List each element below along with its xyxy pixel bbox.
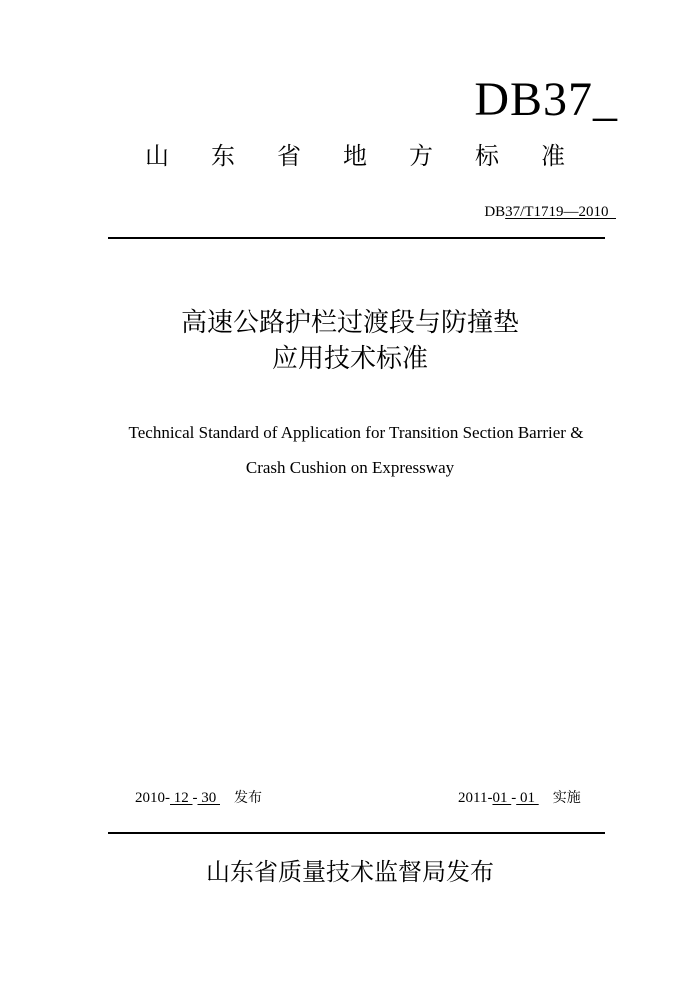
issuing-authority: 山东省质量技术监督局发布 [206, 858, 494, 886]
implement-month: 01 [492, 790, 512, 806]
top-divider [108, 237, 605, 239]
standard-type-char: 标 [475, 142, 499, 170]
standard-type-char: 方 [409, 142, 433, 170]
standard-number [484, 202, 616, 222]
db-code: DB37_ [474, 73, 618, 126]
title-cn-line2: 应用技术标准 [271, 344, 428, 374]
issue-date [135, 788, 262, 808]
issue-day: 30 [197, 790, 220, 806]
standard-type-char: 省 [277, 142, 301, 170]
issue-year: 2010- [135, 790, 170, 806]
title-en-line2: Crash Cushion on Expressway [245, 458, 455, 477]
issue-month: 12 [170, 790, 193, 806]
standard-type-char: 准 [541, 142, 565, 170]
implement-day: 01 [516, 790, 539, 806]
standard-type-heading [145, 140, 565, 172]
title-en-line1: Technical Standard of Application for Transition Section Barrier & [128, 423, 584, 442]
implement-label: 实施 [552, 790, 581, 806]
implement-year: 2011- [458, 790, 493, 806]
standard-number-code-text: 37/T1719—2010 [505, 204, 609, 220]
implement-sep: - [511, 790, 517, 806]
implement-date [458, 788, 581, 808]
bottom-divider [108, 832, 605, 834]
issue-sep: - [192, 790, 198, 806]
standard-type-char: 东 [211, 142, 235, 170]
standard-type-char: 地 [343, 142, 367, 170]
standard-number-prefix: DB [484, 204, 506, 220]
standard-number-code [505, 204, 616, 220]
title-cn-line1: 高速公路护栏过渡段与防撞垫 [180, 308, 519, 338]
standard-number-trail [609, 204, 617, 220]
issue-label: 发布 [234, 790, 262, 806]
standard-type-char: 山 [145, 142, 169, 170]
